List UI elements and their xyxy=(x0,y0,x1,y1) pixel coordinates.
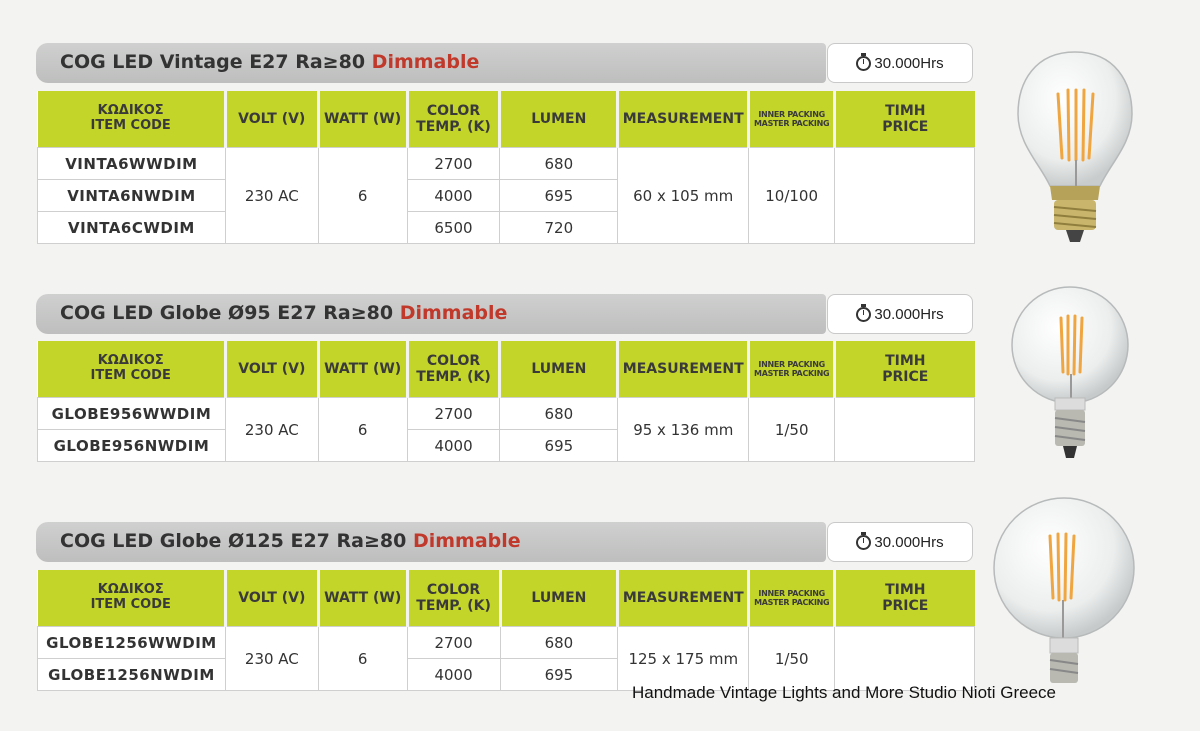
color-temp-value: 2700 xyxy=(407,398,500,430)
header-color-temp: COLOR TEMP. (K) xyxy=(407,341,500,398)
table-row xyxy=(38,627,975,659)
lifetime-hours: 30.000Hrs xyxy=(874,533,944,551)
header-price: ΤΙΜΗ PRICE xyxy=(835,91,975,148)
price-cell xyxy=(835,627,975,691)
measurement-value: 60 x 105 mm xyxy=(618,148,749,244)
color-temp-value: 6500 xyxy=(407,212,500,244)
lumen-value: 695 xyxy=(500,659,618,691)
section-title xyxy=(60,51,479,73)
price-box xyxy=(859,410,951,450)
color-temp-value: 4000 xyxy=(407,430,500,462)
header-packing: INNER PACKING MASTER PACKING xyxy=(749,570,835,627)
color-temp-value: 2700 xyxy=(407,148,500,180)
packing-value: 10/100 xyxy=(749,148,835,244)
header-watt: WATT (W) xyxy=(318,570,407,627)
volt-value: 230 AC xyxy=(225,148,318,244)
header-color-temp: COLOR TEMP. (K) xyxy=(407,570,500,627)
lumen-value: 695 xyxy=(500,430,618,462)
dimmable-label: Dimmable xyxy=(399,302,508,324)
color-temp-value: 4000 xyxy=(407,180,500,212)
lifetime-hours: 30.000Hrs xyxy=(874,305,944,323)
item-code: GLOBE956WWDIM xyxy=(38,398,226,430)
stopwatch-icon xyxy=(856,535,871,550)
measurement-value: 95 x 136 mm xyxy=(618,398,749,462)
header-measurement: MEASUREMENT xyxy=(618,341,749,398)
header-volt: VOLT (V) xyxy=(225,341,318,398)
watt-value: 6 xyxy=(318,627,407,691)
spec-table xyxy=(37,570,975,691)
watt-value: 6 xyxy=(318,398,407,462)
item-code: GLOBE1256NWDIM xyxy=(38,659,226,691)
header-watt: WATT (W) xyxy=(318,341,407,398)
stopwatch-icon xyxy=(856,307,871,322)
section-title xyxy=(60,302,507,324)
header-lumen: LUMEN xyxy=(500,570,618,627)
product-name: COG LED Globe Ø95 E27 Ra≥80 xyxy=(60,302,394,324)
item-code: VINTA6NWDIM xyxy=(38,180,226,212)
header-volt: VOLT (V) xyxy=(225,91,318,148)
header-packing: INNER PACKING MASTER PACKING xyxy=(749,341,835,398)
volt-value: 230 AC xyxy=(225,627,318,691)
stopwatch-icon xyxy=(856,56,871,71)
table-header-row xyxy=(38,570,975,627)
lifetime-badge xyxy=(827,294,973,334)
product-name: COG LED Vintage E27 Ra≥80 xyxy=(60,51,366,73)
header-packing: INNER PACKING MASTER PACKING xyxy=(749,91,835,148)
item-code: GLOBE956NWDIM xyxy=(38,430,226,462)
header-color-temp: COLOR TEMP. (K) xyxy=(407,91,500,148)
header-lumen: LUMEN xyxy=(500,341,618,398)
price-box xyxy=(859,171,951,221)
header-item-code: ΚΩΔΙΚΟΣ ITEM CODE xyxy=(38,570,226,627)
watt-value: 6 xyxy=(318,148,407,244)
lumen-value: 680 xyxy=(500,627,618,659)
dimmable-label: Dimmable xyxy=(371,51,480,73)
lumen-value: 680 xyxy=(500,148,618,180)
lumen-value: 680 xyxy=(500,398,618,430)
color-temp-value: 4000 xyxy=(407,659,500,691)
globe125-bulb-image xyxy=(990,488,1140,688)
lumen-value: 720 xyxy=(500,212,618,244)
volt-value: 230 AC xyxy=(225,398,318,462)
dimmable-label: Dimmable xyxy=(412,530,521,552)
lumen-value: 695 xyxy=(500,180,618,212)
header-volt: VOLT (V) xyxy=(225,570,318,627)
table-row xyxy=(38,148,975,180)
footer-caption: Handmade Vintage Lights and More Studio Nioti Greece xyxy=(632,683,1056,702)
table-header-row xyxy=(38,341,975,398)
item-code: VINTA6WWDIM xyxy=(38,148,226,180)
packing-value: 1/50 xyxy=(749,627,835,691)
header-item-code: ΚΩΔΙΚΟΣ ITEM CODE xyxy=(38,341,226,398)
header-measurement: MEASUREMENT xyxy=(618,91,749,148)
header-price: ΤΙΜΗ PRICE xyxy=(835,570,975,627)
price-cell xyxy=(835,148,975,244)
lifetime-badge xyxy=(827,522,973,562)
measurement-value: 125 x 175 mm xyxy=(618,627,749,691)
header-lumen: LUMEN xyxy=(500,91,618,148)
table-header-row xyxy=(38,91,975,148)
spec-table xyxy=(37,91,975,244)
lifetime-badge xyxy=(827,43,973,83)
header-measurement: MEASUREMENT xyxy=(618,570,749,627)
table-row xyxy=(38,398,975,430)
packing-value: 1/50 xyxy=(749,398,835,462)
item-code: GLOBE1256WWDIM xyxy=(38,627,226,659)
spec-table xyxy=(37,341,975,462)
item-code: VINTA6CWDIM xyxy=(38,212,226,244)
vintage-bulb-image xyxy=(1010,48,1140,248)
color-temp-value: 2700 xyxy=(407,627,500,659)
section-title xyxy=(60,530,521,552)
price-box xyxy=(859,639,951,679)
header-item-code: ΚΩΔΙΚΟΣ ITEM CODE xyxy=(38,91,226,148)
lifetime-hours: 30.000Hrs xyxy=(874,54,944,72)
header-price: ΤΙΜΗ PRICE xyxy=(835,341,975,398)
price-cell xyxy=(835,398,975,462)
product-name: COG LED Globe Ø125 E27 Ra≥80 xyxy=(60,530,407,552)
header-watt: WATT (W) xyxy=(318,91,407,148)
globe95-bulb-image xyxy=(1005,270,1135,470)
